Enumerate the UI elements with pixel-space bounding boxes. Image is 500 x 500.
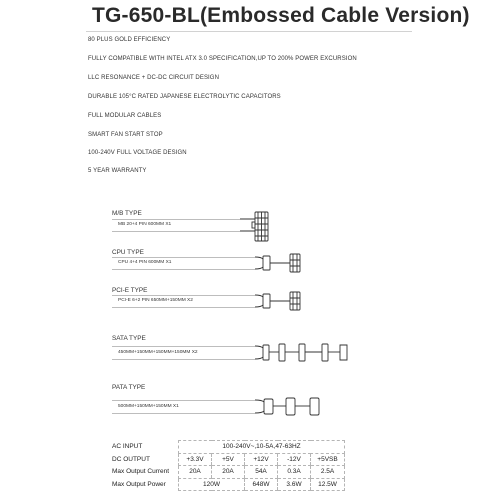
spec-value: 12.5W	[311, 478, 345, 491]
feature-item: 5 YEAR WARRANTY	[88, 168, 147, 174]
spec-value: -12V	[278, 453, 311, 466]
spec-value: 3.6W	[278, 478, 311, 491]
spec-value: +5VSB	[311, 453, 345, 466]
cable-type-mb: M/B TYPE	[112, 210, 142, 217]
mb-connector-icon	[240, 212, 268, 241]
cpu-connector-icon	[255, 254, 300, 272]
spec-label: DC OUTPUT	[112, 455, 150, 463]
spec-value: 54A	[245, 466, 278, 479]
feature-item: FULLY COMPATIBLE WITH INTEL ATX 3.0 SPECIFICATION,UP TO 200% POWER EXCURSION	[88, 56, 357, 62]
cable-desc-sata: 450MM+150MM+150MM+150MM X2	[118, 350, 198, 355]
feature-item: FULL MODULAR CABLES	[88, 113, 162, 119]
cable-desc-pcie: PCI-E 6+2 PIN 650MM+150MM X2	[118, 298, 193, 303]
spec-value: 100-240V~,10-5A,47-63HZ	[179, 441, 345, 454]
spec-label: Max Output Power	[112, 480, 166, 488]
spec-label: AC INPUT	[112, 443, 143, 451]
feature-item: SMART FAN START STOP	[88, 132, 163, 138]
pata-connector-icon	[255, 398, 319, 415]
spec-value: 0.3A	[278, 466, 311, 479]
feature-item: 100-240V FULL VOLTAGE DESIGN	[88, 150, 187, 156]
cable-type-pata: PATA TYPE	[112, 384, 146, 391]
feature-item: 80 PLUS GOLD EFFICIENCY	[88, 37, 171, 43]
spec-label: Max Output Current	[112, 468, 170, 476]
spec-value: 20A	[179, 466, 212, 479]
cable-desc-pata: 500MM+150MM+150MM X1	[118, 404, 179, 409]
spec-value: 20A	[212, 466, 245, 479]
pcie-connector-icon	[255, 292, 300, 310]
spec-value: +12V	[245, 453, 278, 466]
spec-row-max-power	[112, 478, 345, 491]
feature-item: DURABLE 105°C RATED JAPANESE ELECTROLYTIC CAPACITORS	[88, 94, 281, 100]
spec-value: +5V	[212, 453, 245, 466]
feature-item: LLC RESONANCE + DC-DC CIRCUIT DESIGN	[88, 75, 220, 81]
cable-type-cpu: CPU TYPE	[112, 249, 144, 256]
cable-type-sata: SATA TYPE	[112, 335, 146, 342]
spec-value: 120W	[179, 478, 245, 491]
specification-table	[112, 440, 345, 491]
spec-value: 2.5A	[311, 466, 345, 479]
sata-connector-icon	[255, 344, 347, 361]
cable-type-pcie: PCI-E TYPE	[112, 287, 148, 294]
spec-row-ac-input	[112, 441, 345, 454]
product-title: TG-650-BL(Embossed Cable Version)	[92, 4, 470, 27]
cable-desc-cpu: CPU 4+4 PIN 600MM X1	[118, 260, 172, 265]
spec-row-max-current	[112, 466, 345, 479]
spec-value: 648W	[245, 478, 278, 491]
spec-row-dc-output	[112, 453, 345, 466]
spec-value: +3.3V	[179, 453, 212, 466]
cable-desc-mb: MB 20+4 PIN 600MM X1	[118, 222, 172, 227]
